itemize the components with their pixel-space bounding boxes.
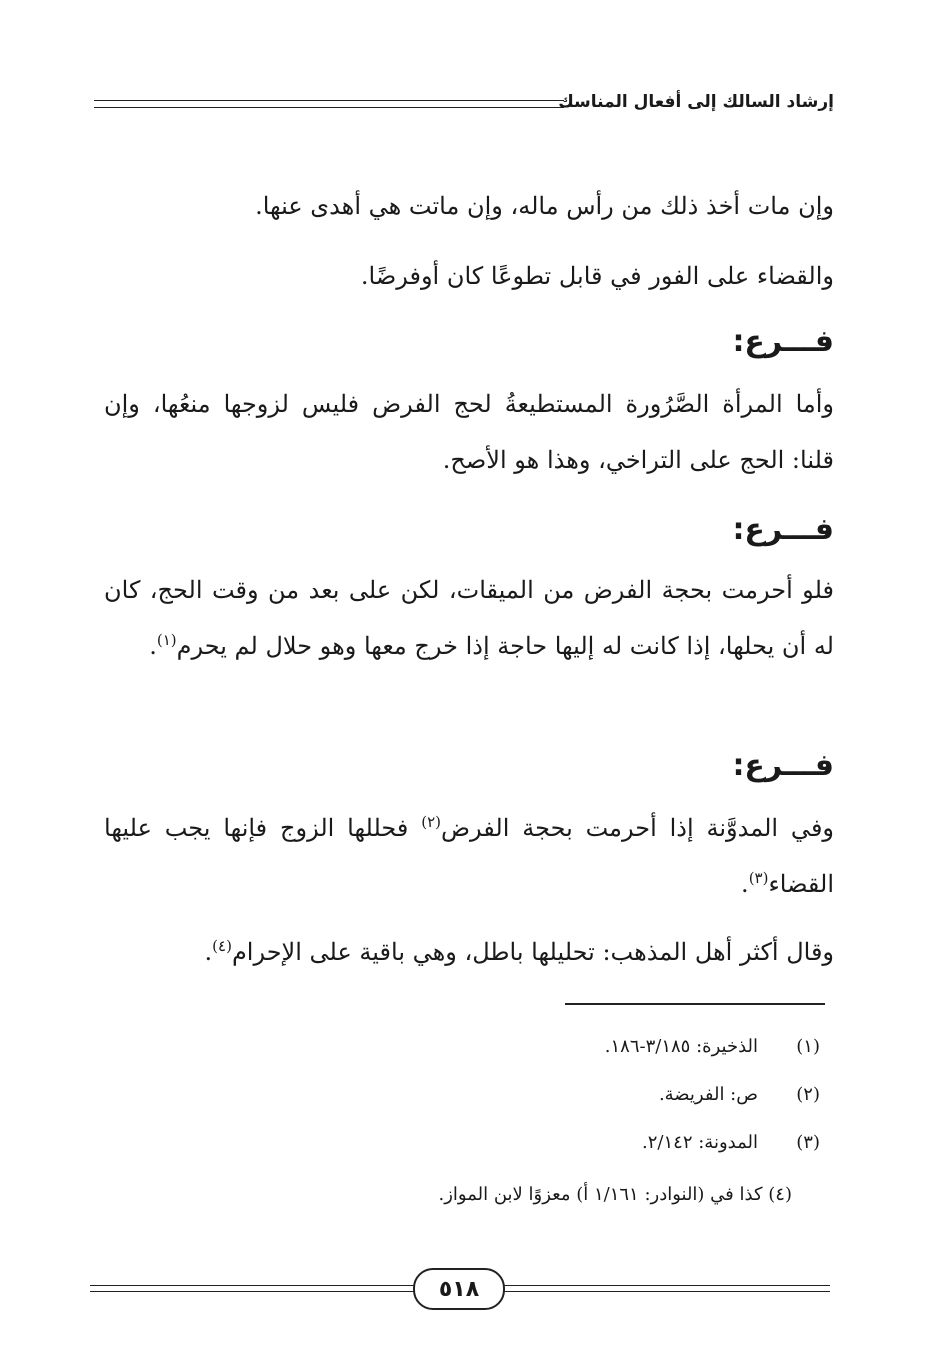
footnote-3 bbox=[642, 1128, 820, 1158]
paragraph-2: والقضاء على الفور في قابل تطوعًا كان أوفرضًا. bbox=[360, 262, 834, 290]
paragraph-4-end: . bbox=[149, 632, 157, 660]
section-heading-1: فـــرع: bbox=[732, 324, 834, 359]
footnote-3-number: (٣) bbox=[796, 1132, 820, 1153]
paragraph-6-end: . bbox=[204, 938, 213, 966]
footnote-2-text: ص: الفريضة. bbox=[658, 1084, 758, 1105]
footnote-ref-4[interactable]: (٤) bbox=[212, 937, 232, 955]
paragraph-1: وإن مات أخذ ذلك من رأس ماله، وإن ماتت هي أهدى عنها. bbox=[255, 192, 834, 220]
paragraph-5 bbox=[104, 800, 834, 912]
footnote-3-text: المدونة: ٢/١٤٢. bbox=[642, 1132, 758, 1153]
footnote-4-number: (٤) bbox=[768, 1184, 792, 1205]
paragraph-4-text: فلو أحرمت بحجة الفرض من الميقات، لكن على بعد من وقت الحج، كان له أن يحلها، إذا كانت له إليها حاجة إذا خرج معها وهو حلال لم يحرم bbox=[104, 576, 834, 660]
footnote-separator bbox=[565, 1003, 825, 1005]
footnote-ref-3[interactable]: (٣) bbox=[748, 869, 769, 887]
footnote-1-number: (١) bbox=[796, 1036, 820, 1057]
footnote-1-text: الذخيرة: ٣/١٨٥-١٨٦. bbox=[604, 1036, 758, 1057]
footnote-2-number: (٢) bbox=[796, 1084, 820, 1105]
running-header bbox=[94, 88, 834, 118]
page-number-rule-right bbox=[500, 1285, 830, 1292]
footnote-2 bbox=[659, 1080, 820, 1110]
page-number-rule-left bbox=[90, 1285, 415, 1292]
paragraph-4 bbox=[104, 562, 834, 674]
running-title: إرشاد السالك إلى أفعال المناسك bbox=[558, 92, 834, 112]
page-number: ٥١٨ bbox=[413, 1268, 505, 1310]
paragraph-5-text-a: وفي المدوَّنة إذا أحرمت بحجة الفرض bbox=[441, 814, 835, 842]
footnote-ref-2[interactable]: (٢) bbox=[421, 813, 442, 831]
paragraph-5-text-b: فحللها الزوج فإنها يجب عليها القضاء bbox=[104, 814, 834, 898]
section-heading-3: فـــرع: bbox=[732, 748, 834, 783]
paragraph-5-end: . bbox=[741, 870, 749, 898]
section-heading-2: فـــرع: bbox=[732, 512, 834, 547]
footnote-1 bbox=[605, 1032, 820, 1062]
footnote-4-text: كذا في (النوادر: ١/١٦١ أ) معزوًا لابن المواز. bbox=[438, 1184, 763, 1205]
paragraph-6-text: وقال أكثر أهل المذهب: تحليلها باطل، وهي باقية على الإحرام bbox=[231, 938, 834, 966]
paragraph-6 bbox=[104, 924, 834, 980]
header-rule bbox=[94, 100, 564, 108]
paragraph-3: وأما المرأة الصَّرُورة المستطيعةُ لحج الفرض فليس لزوجها منعُها، وإن قلنا: الحج على التراخي، وهذا هو الأصح. bbox=[104, 390, 834, 474]
footnote-4 bbox=[439, 1180, 792, 1210]
footnote-ref-1[interactable]: (١) bbox=[156, 631, 177, 649]
